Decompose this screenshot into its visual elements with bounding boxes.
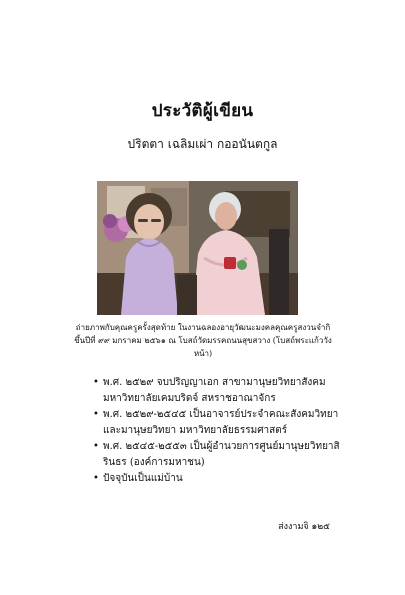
biography-item bbox=[93, 471, 343, 487]
biography-text: พ.ศ. ๒๕๒๙ จบปริญญาเอก สาขามานุษยวิทยาสังคม มหาวิทยาลัยเคมบริดจ์ สหราชอาณาจักร bbox=[103, 377, 326, 404]
bullet-icon: • bbox=[93, 441, 99, 452]
page-title: ประวัติผู้เขียน bbox=[151, 101, 254, 121]
photo-illustration bbox=[97, 181, 298, 315]
bullet-icon: • bbox=[93, 473, 99, 484]
biography-item bbox=[93, 439, 343, 470]
biography-text: พ.ศ. ๒๕๔๕-๒๕๕๓ เป็นผู้อำนวยการศูนย์มานุษยวิทยาสิรินธร (องค์การมหาชน) bbox=[103, 441, 340, 468]
biography-item bbox=[93, 407, 343, 438]
author-photo bbox=[97, 181, 298, 315]
bullet-icon: • bbox=[93, 409, 99, 420]
bullet-icon: • bbox=[93, 377, 99, 388]
biography-item bbox=[93, 375, 343, 406]
page-footer: ส่งงามจิ ๑๒๕ bbox=[278, 522, 330, 532]
biography-list bbox=[93, 375, 343, 488]
biography-text: ปัจจุบันเป็นแม่บ้าน bbox=[103, 473, 183, 484]
photo-caption: ถ่ายภาพกับคุณครูครั้งสุดท้าย ในงานฉลองอายุวัฒนะมงคลคุณครูสงวนจำกิ ขึ้นปีที่ ๙๙ มกราคม ๒๕๖๑ ณ โบสถ์วัดมรรคถนนสุขสวาง (โบสถ์พระแก้ววังหน้า) bbox=[74, 323, 332, 358]
author-name: ปริตตา เฉลิมเผ่า กออนันตกูล bbox=[127, 137, 278, 151]
biography-text: พ.ศ. ๒๕๒๙-๒๕๔๕ เป็นอาจารย์ประจำคณะสังคมวิทยาและมานุษยวิทยา มหาวิทยาลัยธรรมศาสตร์ bbox=[103, 409, 339, 436]
